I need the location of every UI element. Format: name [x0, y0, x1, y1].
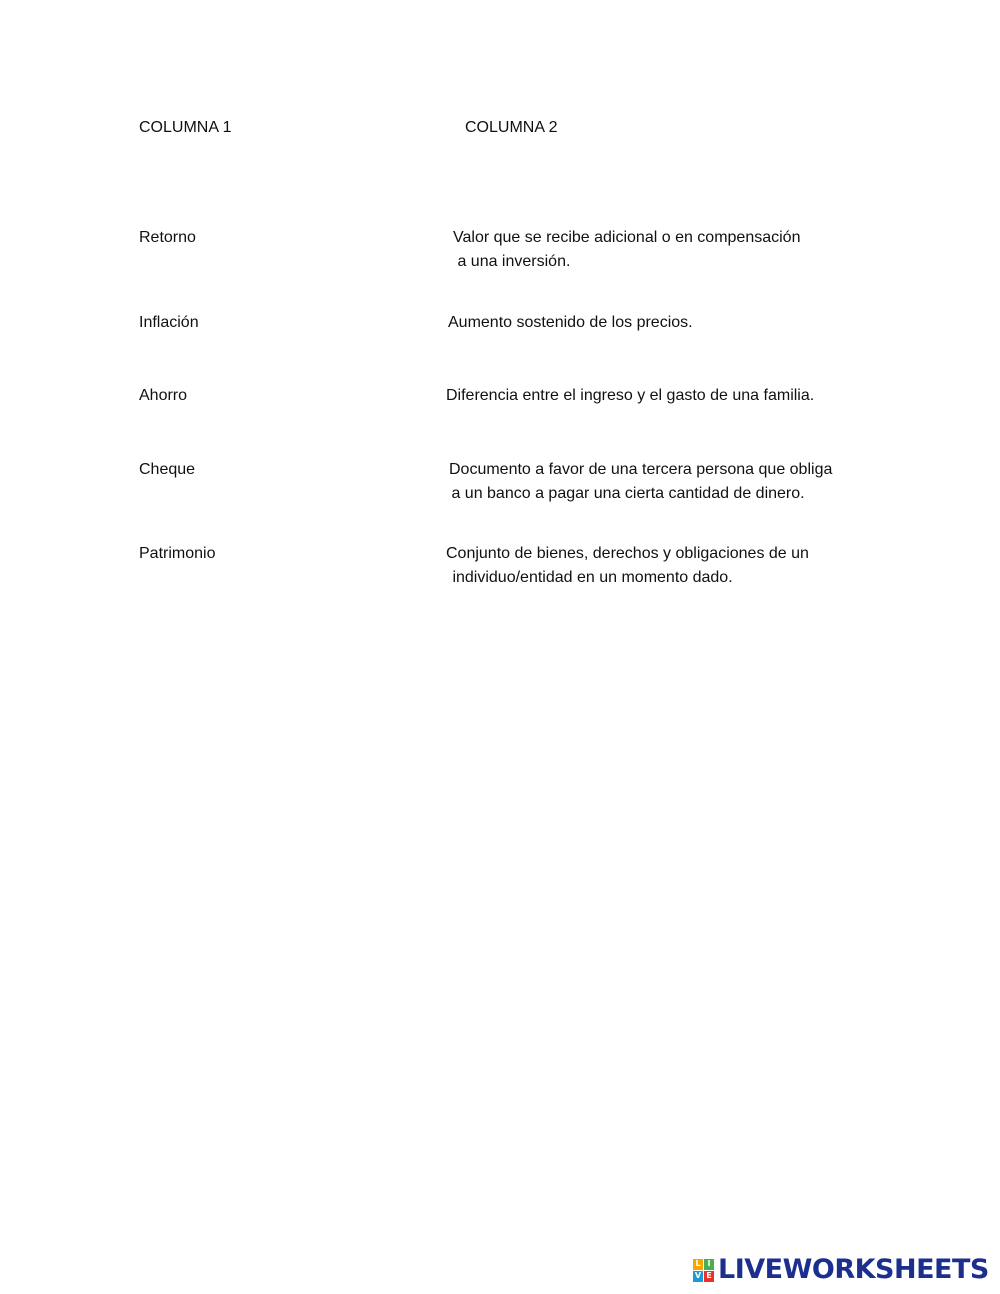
term-cheque: Cheque	[139, 461, 196, 478]
term-retorno: Retorno	[139, 229, 196, 246]
logo-block-v: V	[694, 1271, 702, 1280]
logo-block-i: I	[704, 1259, 714, 1270]
definition-inflacion-line-1: Aumento sostenido de los precios.	[448, 314, 693, 331]
logo-blocks-icon	[693, 1259, 714, 1282]
column-2-header: COLUMNA 2	[465, 119, 558, 136]
definition-retorno-line-1: Valor que se recibe adicional o en compensación	[453, 229, 801, 246]
definition-cheque-line-1: Documento a favor de una tercera persona que obliga	[449, 461, 833, 478]
term-patrimonio: Patrimonio	[139, 545, 216, 562]
logo-wordmark: LIVEWORKSHEETS	[718, 1254, 989, 1285]
definition-ahorro-line-1: Diferencia entre el ingreso y el gasto de una familia.	[446, 387, 815, 404]
definition-retorno-line-2: a una inversión.	[453, 253, 571, 270]
liveworksheets-logo	[693, 1256, 989, 1284]
definition-patrimonio-line-1: Conjunto de bienes, derechos y obligaciones de un	[446, 545, 809, 562]
term-inflacion: Inflación	[139, 314, 199, 331]
logo-block-l: L	[693, 1259, 703, 1270]
definition-patrimonio-line-2: individuo/entidad en un momento dado.	[448, 569, 733, 586]
definition-cheque-line-2: a un banco a pagar una cierta cantidad de dinero.	[447, 485, 805, 502]
column-1-header: COLUMNA 1	[139, 119, 232, 136]
logo-block-e: E	[704, 1271, 714, 1282]
term-ahorro: Ahorro	[139, 387, 188, 404]
